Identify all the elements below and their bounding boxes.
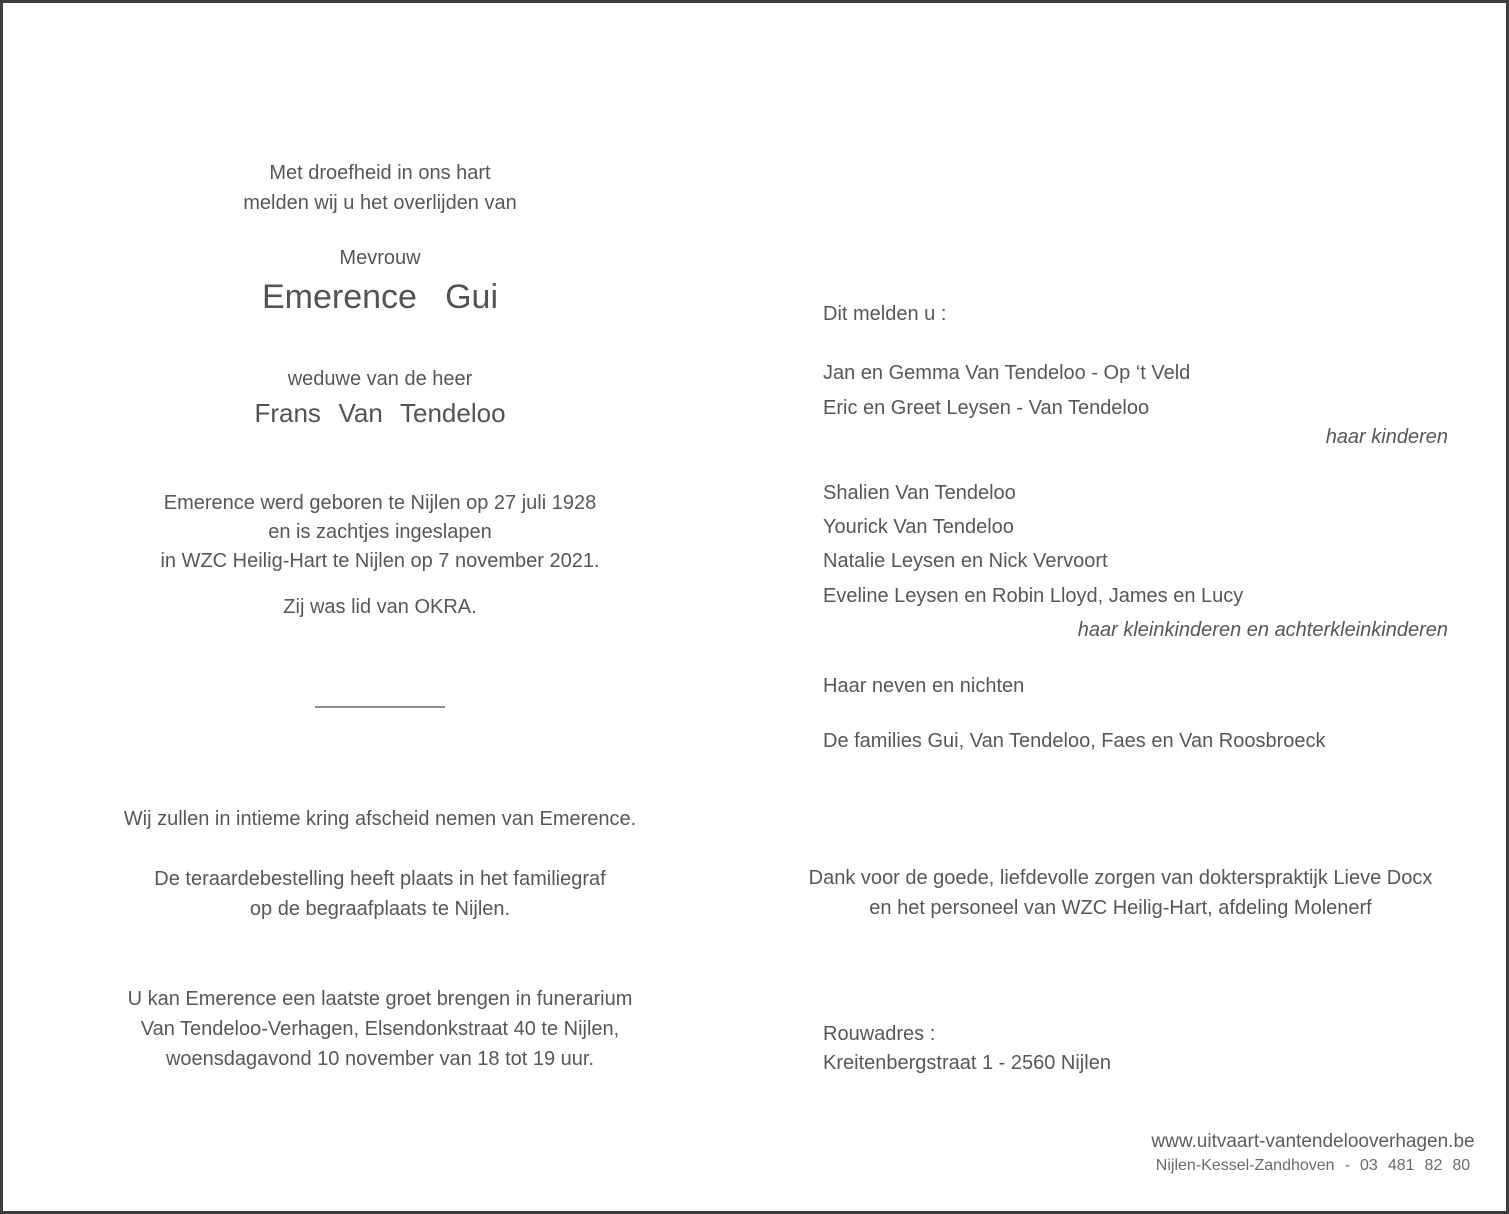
- funeral-home-locations-phone: Nijlen-Kessel-Zandhoven - 03 481 82 80: [1155, 1157, 1471, 1174]
- child-entry: Eric en Greet Leysen - Van Tendeloo: [823, 397, 1150, 419]
- visitation-details: [65, 984, 695, 1074]
- membership-line: Zij was lid van OKRA.: [283, 596, 477, 618]
- burial-details: [65, 864, 695, 924]
- salutation: Mevrouw: [339, 247, 421, 269]
- divider-line: [315, 706, 445, 708]
- mourning-address-label: Rouwadres :: [823, 1023, 936, 1045]
- burial-line-1: De teraardebestelling heeft plaats in het familiegraf: [154, 868, 606, 890]
- nieces-line: Haar neven en nichten: [823, 675, 1025, 697]
- grandchild-entry: Natalie Leysen en Nick Vervoort: [823, 550, 1108, 572]
- visit-line-1: U kan Emerence een laatste groet brengen in funerarium: [127, 988, 633, 1010]
- visit-line-3: woensdagavond 10 november van 18 tot 19 uur.: [165, 1048, 595, 1070]
- birth-line-1: Emerence werd geboren te Nijlen op 27 juli 1928: [163, 492, 597, 514]
- grandchild-entry: Eveline Leysen en Robin Lloyd, James en Lucy: [823, 585, 1244, 607]
- funeral-home-website: www.uitvaart-vantendelooverhagen.be: [1151, 1131, 1475, 1152]
- grandchild-entry: Shalien Van Tendeloo: [823, 482, 1016, 504]
- announcement-label: Dit melden u :: [823, 303, 947, 325]
- visit-line-2: Van Tendeloo-Verhagen, Elsendonkstraat 40 te Nijlen,: [140, 1018, 620, 1040]
- intro-text: [65, 158, 695, 218]
- children-caption: haar kinderen: [1325, 426, 1448, 448]
- birth-line-2: en is zachtjes ingeslapen: [268, 521, 492, 543]
- intro-line-2: melden wij u het overlijden van: [243, 192, 517, 214]
- grandchild-entry: Yourick Van Tendeloo: [823, 516, 1014, 538]
- farewell-line: Wij zullen in intieme kring afscheid nemen van Emerence.: [123, 808, 637, 830]
- deceased-name: Emerence Gui: [261, 278, 498, 316]
- husband-name: Frans Van Tendeloo: [254, 398, 506, 428]
- thanks-text: [808, 863, 1433, 923]
- birth-details: [65, 489, 695, 576]
- thanks-line-1: Dank voor de goede, liefdevolle zorgen van dokterspraktijk Lieve Docx: [808, 867, 1433, 889]
- burial-line-2: op de begraafplaats te Nijlen.: [249, 898, 511, 920]
- grandchildren-caption: haar kleinkinderen en achterkleinkinderen: [1077, 619, 1448, 641]
- intro-line-1: Met droefheid in ons hart: [269, 162, 491, 184]
- thanks-line-2: en het personeel van WZC Heilig-Hart, afdeling Molenerf: [869, 897, 1372, 919]
- birth-line-3: in WZC Heilig-Hart te Nijlen op 7 november 2021.: [160, 550, 600, 572]
- families-line: De families Gui, Van Tendeloo, Faes en Van Roosbroeck: [823, 730, 1326, 752]
- mourning-address: Kreitenbergstraat 1 - 2560 Nijlen: [823, 1052, 1111, 1074]
- widow-line: weduwe van de heer: [287, 368, 473, 390]
- child-entry: Jan en Gemma Van Tendeloo - Op ‘t Veld: [823, 362, 1191, 384]
